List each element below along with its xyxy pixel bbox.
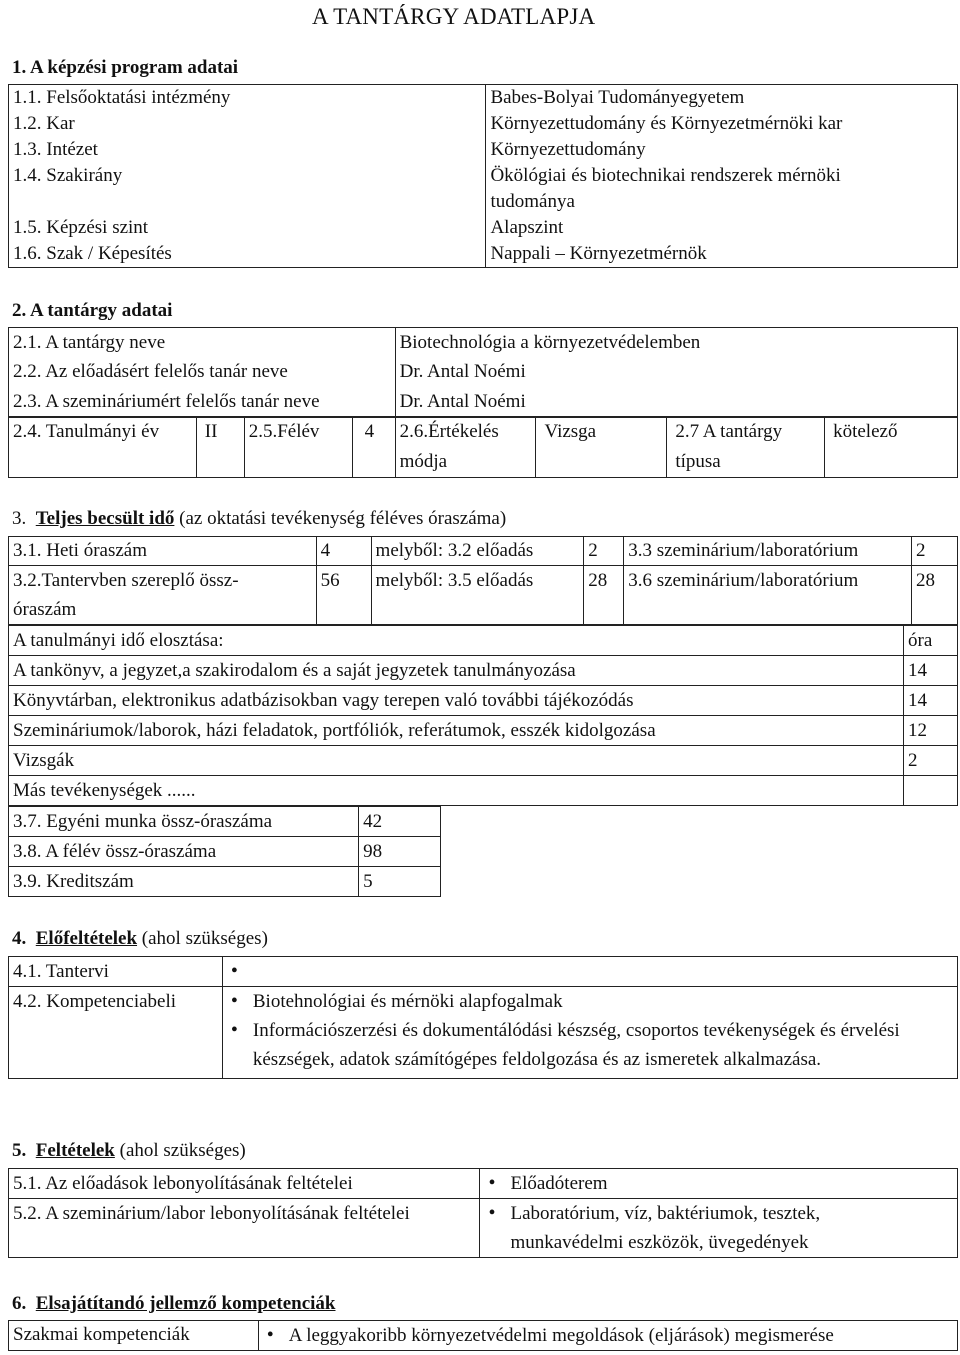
total-value: 42 xyxy=(363,811,383,832)
table-row xyxy=(9,867,441,897)
table-row xyxy=(9,746,958,776)
list-item: • Információszerzési és dokumentálódási készség, csoportos tevékenységek és érvelési készségek, adatok számítógépes feldolgozása és az ismeretek alkalmazása. xyxy=(253,1016,953,1074)
table-row xyxy=(9,807,441,837)
row-label: 1.3. Intézet xyxy=(13,139,98,160)
row-label: 1.4. Szakirány xyxy=(13,165,123,186)
row-value: Babes-Bolyai Tudományegyetem xyxy=(490,87,745,108)
year-label: 2.4. Tanulmányi év xyxy=(13,421,160,442)
section-6-heading: 6. Elsajátítandó jellemző kompetenciák xyxy=(12,1293,336,1314)
table-row xyxy=(9,417,958,478)
lecture-value: 2 xyxy=(588,540,598,561)
distribution-label: A tanulmányi idő elosztása: xyxy=(13,630,224,651)
curricular-label: 4.1. Tantervi xyxy=(13,961,109,982)
list-item xyxy=(253,957,953,986)
list-item: • Laboratórium, víz, baktériumok, tesztek, munkavédelmi eszközök, üvegedények xyxy=(510,1199,917,1257)
weekly-hours-value: 4 xyxy=(320,540,331,561)
table-row xyxy=(9,387,958,418)
lecture-value: 28 xyxy=(588,570,608,591)
section-3-heading: 3. Teljes becsült idő (az oktatási tevékenység féléves óraszáma) xyxy=(12,508,507,529)
row-value: Környezettudomány és Környezetmérnöki kar xyxy=(490,113,843,134)
total-value: 98 xyxy=(363,841,383,862)
row-label: 1.6. Szak / Képesítés xyxy=(13,243,172,264)
row-label: 2.3. A szemináriumért felelős tanár neve xyxy=(13,391,320,412)
total-value: 5 xyxy=(363,871,373,892)
year-value: II xyxy=(204,421,218,442)
activity-label: Könyvtárban, elektronikus adatbázisokban vagy terepen való további tájékozódás xyxy=(13,690,634,711)
activity-hours: 2 xyxy=(908,750,918,771)
table-row xyxy=(9,957,958,987)
total-label: 3.7. Egyéni munka össz-óraszáma xyxy=(13,811,273,832)
type-value: kötelező xyxy=(833,421,898,442)
table-row xyxy=(9,686,958,716)
professional-competences-label: Szakmai kompetenciák xyxy=(13,1324,190,1345)
section-6-table xyxy=(8,1320,958,1351)
table-row xyxy=(9,357,958,387)
activity-label: A tankönyv, a jegyzet,a szakirodalom és a saját jegyzetek tanulmányozása xyxy=(13,660,576,681)
section-1-table xyxy=(8,84,958,268)
table-row xyxy=(9,837,441,867)
seminar-value: 2 xyxy=(916,540,926,561)
seminar-label: 3.6 szeminárium/laboratórium xyxy=(628,570,859,591)
row-value: Környezettudomány xyxy=(490,139,646,160)
activity-label: Szemináriumok/laborok, házi feladatok, portfóliók, referátumok, esszék kidolgozása xyxy=(13,720,656,741)
seminar-conditions-label: 5.2. A szeminárium/labor lebonyolításának feltételei xyxy=(13,1203,410,1224)
row-label: 1.2. Kar xyxy=(13,113,75,134)
evaluation-value: Vizsga xyxy=(544,421,597,442)
table-row xyxy=(9,85,958,112)
section-4-table xyxy=(8,956,958,1079)
activity-hours: 14 xyxy=(908,660,928,681)
competence-label: 4.2. Kompetenciabeli xyxy=(13,991,177,1012)
section-3-totals-table xyxy=(8,806,441,897)
section-3-hours-table xyxy=(8,536,958,625)
semester-value: 4 xyxy=(364,421,375,442)
section-5-heading: 5. Feltételek (ahol szükséges) xyxy=(12,1140,246,1161)
table-row xyxy=(9,776,958,806)
semester-label: 2.5.Félév xyxy=(248,421,320,442)
section-1-heading: 1. A képzési program adatai xyxy=(12,57,239,78)
table-row xyxy=(9,111,958,137)
type-label: 2.7 A tantárgy típusa xyxy=(675,421,783,472)
table-row xyxy=(9,626,958,656)
activity-label: Más tevékenységek ...... xyxy=(13,780,196,801)
row-label: 1.5. Képzési szint xyxy=(13,217,149,238)
row-value: Dr. Antal Noémi xyxy=(399,391,526,412)
list-item: • Előadóterem xyxy=(510,1169,953,1198)
row-value: Ökölógiai és biotechnikai rendszerek mérnöki tudománya xyxy=(490,165,841,212)
weekly-hours-label: 3.1. Heti óraszám xyxy=(13,540,148,561)
lecture-label: melyből: 3.5 előadás xyxy=(375,570,534,591)
section-5-table xyxy=(8,1168,958,1258)
table-row xyxy=(9,1169,958,1199)
table-row xyxy=(9,137,958,163)
table-row xyxy=(9,566,958,625)
table-row xyxy=(9,1321,958,1351)
table-row xyxy=(9,716,958,746)
row-value: Biotechnológia a környezetvédelemben xyxy=(399,332,701,353)
section-4-heading: 4. Előfeltételek (ahol szükséges) xyxy=(12,928,268,949)
distribution-unit: óra xyxy=(908,630,933,651)
section-2-table xyxy=(8,327,958,418)
table-row xyxy=(9,656,958,686)
total-label: 3.9. Kreditszám xyxy=(13,871,134,892)
row-label: 2.1. A tantárgy neve xyxy=(13,332,166,353)
page-title: A TANTÁRGY ADATLAPJA xyxy=(312,4,596,29)
total-hours-label: 3.2.Tantervben szereplő össz-óraszám xyxy=(13,570,239,620)
table-row xyxy=(9,163,958,215)
activity-hours: 14 xyxy=(908,690,928,711)
section-3-distribution-table xyxy=(8,625,958,806)
activity-label: Vizsgák xyxy=(13,750,75,771)
row-value: Nappali – Környezetmérnök xyxy=(490,243,707,264)
lecture-label: melyből: 3.2 előadás xyxy=(375,540,534,561)
evaluation-label: 2.6.Értékelés módja xyxy=(399,421,499,472)
row-value: Dr. Antal Noémi xyxy=(399,361,526,382)
total-hours-value: 56 xyxy=(320,570,340,591)
list-item: • A leggyakoribb környezetvédelmi megoldások (eljárások) megismerése xyxy=(289,1321,953,1350)
table-row xyxy=(9,537,958,566)
row-value: Alapszint xyxy=(490,217,564,238)
table-row xyxy=(9,1199,958,1258)
row-label: 1.1. Felsőoktatási intézmény xyxy=(13,87,231,108)
lecture-conditions-label: 5.1. Az előadások lebonyolításának feltételei xyxy=(13,1173,353,1194)
seminar-label: 3.3 szeminárium/laboratórium xyxy=(628,540,859,561)
table-row xyxy=(9,987,958,1079)
row-label: 2.2. Az előadásért felelős tanár neve xyxy=(13,361,288,382)
table-row xyxy=(9,328,958,358)
activity-hours: 12 xyxy=(908,720,928,741)
section-2-row-4 xyxy=(8,416,958,478)
list-item: • Biotehnológiai és mérnöki alapfogalmak xyxy=(253,987,953,1016)
section-2-heading: 2. A tantárgy adatai xyxy=(12,300,173,321)
total-label: 3.8. A félév össz-óraszáma xyxy=(13,841,217,862)
table-row xyxy=(9,215,958,241)
table-row xyxy=(9,241,958,268)
seminar-value: 28 xyxy=(916,570,936,591)
